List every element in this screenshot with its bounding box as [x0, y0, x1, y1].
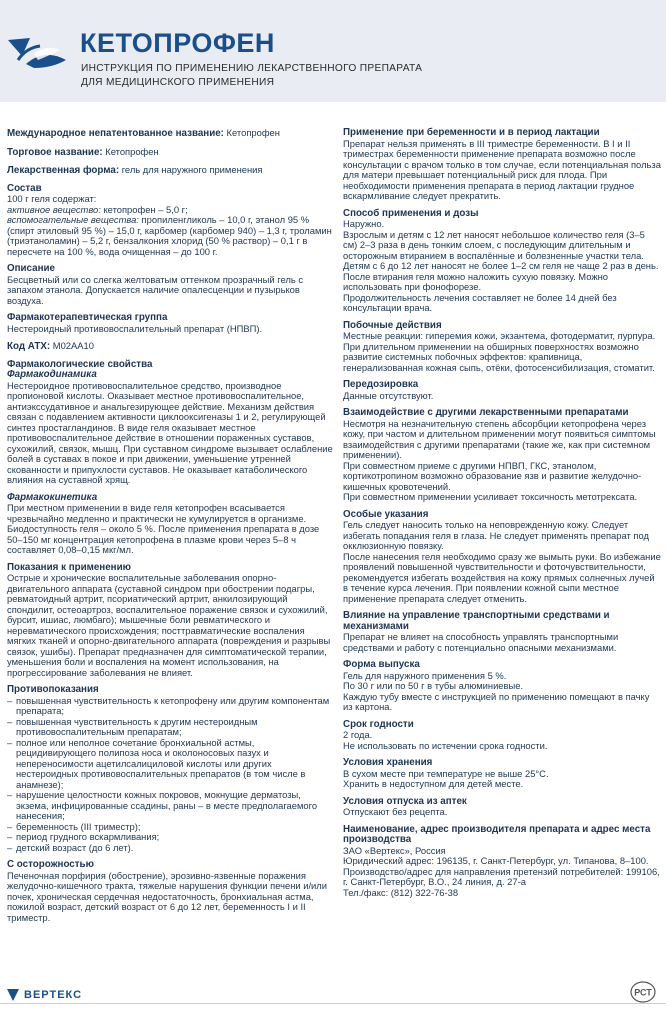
dosage-p3: Детям с 6 до 12 лет наносят не более 1–2 см геля не чаще 2 раз в день. После втирания геля можно наложить сухую повязку. Можно использовать при фонофорезе. — [343, 260, 659, 292]
storage-p2: Хранить в недоступном для детей месте. — [343, 778, 524, 789]
maker-p2: Юридический адрес: 196135, г. Санкт-Петербург, ул. Типанова, 8–100. — [343, 855, 649, 866]
list-item: – период грудного вскармливания; — [16, 832, 333, 843]
maker-p3: Производство/адрес для направления претензий потребителей: 199106, г. Санкт-Петербург, В.О., 24 линия, д. 27-а — [343, 865, 660, 887]
left-column — [7, 128, 333, 930]
inn-label: Международное непатентованное название: — [7, 128, 224, 139]
caution-section — [7, 860, 333, 923]
shelf-title: Срок годности — [343, 718, 414, 730]
pharmdyn-text: Нестероидное противовоспалительное средство, производное пропионовой кислоты. Оказывает местное противовоспалительное, антиэкссудативное и анальгезирующее действие. Механизм действия связан с подавлением активности циклооксигеназы 1 и 2, регулирующей синтез простагландинов. В виде геля оказывает местное противовоспалительное действие в отношении пораженных суставов, сухожилий, связок, мышц. При суставном синдроме вызывает ослабление болей в суставах в покое и при движении, уменьшение утренней скованности и припухлости суставов. Не оказывает катаболического влияния на суставной хрящ. — [7, 379, 333, 485]
dispense-section — [343, 797, 661, 818]
atc-value: M02AA10 — [50, 340, 94, 351]
vertex-small-logo-icon — [6, 988, 20, 1002]
pharmprops-title: Фармакологические свойства — [7, 358, 153, 370]
overdose-title: Передозировка — [343, 379, 419, 390]
pregnancy-text: Препарат нельзя применять в III триместре беременности. В I и II триместрах беременности применение препарата возможно после консультации с врачом только в том случае, если потенциальная польза для матери превышает потенциальный риск для плода. При необходимости применения препарата в период лактации грудное вскармливание следует прекратить. — [343, 137, 661, 201]
pharmkin-title: Фармакокинетика — [7, 491, 98, 503]
dosage-form-section — [7, 165, 333, 177]
dosage-title: Способ применения и дозы — [343, 207, 479, 219]
maker-p4: Тел./факс: (812) 322-76-38 — [343, 886, 459, 898]
shelf-p1: 2 года. — [343, 729, 373, 740]
maker-p1: ЗАО «Вертекс», Россия — [343, 844, 446, 856]
side-title: Побочные действия — [343, 319, 442, 331]
list-item: – нарушение целостности кожных покровов, мокнущие дерматозы, экзема, инфицированные ссадины, раны – в месте предполагаемого нанесения; — [16, 790, 333, 822]
indications-text: Острые и хронические воспалительные заболевания опорно-двигательного аппарата (суставной синдром при обострении подагры, ревматоидный артрит, псориатический артрит, анкилозирующий спондилит, остеоартроз, воспалительное поражение связок и сухожилий, бурсит, ишиас, люмбаго); мышечные боли ревматического и неревматического происхождения; посттравматические воспаления мягких тканей и опорно-двигательного аппарата (повреждения и разрывы связок, ушибы). Препарат предназначен для симптоматической терапии, уменьшения боли и воспаления на момент использования, на прогрессирование заболевания не влияет. — [7, 572, 331, 678]
manufacturer-section — [343, 825, 661, 899]
list-item: – повышенная чувствительность к другим нестероидным противовоспалительным препаратам; — [16, 717, 333, 738]
driving-title: Влияние на управление транспортными средствами и механизмами — [343, 610, 610, 632]
footer-brand — [6, 988, 82, 1002]
pharmgroup-section — [7, 313, 333, 334]
composition-section — [7, 184, 333, 258]
page-title: КЕТОПРОФЕН — [80, 28, 275, 58]
special-section — [343, 510, 661, 605]
description-title: Описание — [7, 263, 55, 274]
indications-title: Показания к применению — [7, 561, 131, 573]
excip-value: пропиленгликоль – 10,0 г, этанол 95 % (спирт этиловый 95 %) – 15,0 г, карбомер (карбомер 940) – 1,3 г, троламин (триэтаноламин) – 5,2 г, бензалкония хлорид (50 % раствор) – 0,1 г в пересчете на 100 %, вода очищенная – до 100 г. — [7, 214, 332, 257]
form-label: Лекарственная форма: — [7, 165, 120, 176]
storage-section — [343, 758, 661, 790]
interaction-p3: При совместном применении усиливает токсичность метотрексата. — [343, 491, 638, 502]
contraindications-section — [7, 685, 333, 853]
caution-text: Печеночная порфирия (обострение), эрозивно-язвенные поражения желудочно-кишечного тракта, тяжелые нарушения функции печени и/или почек, хроническая сердечная недостаточность, бронхиальная астма, пожилой возраст, детский возраст от 6 до 12 лет, беременность I и II триместр. — [7, 869, 327, 923]
side-p1: Местные реакции: гиперемия кожи, экзантема, фотодерматит, пурпура. — [343, 330, 656, 341]
interaction-title: Взаимодействие с другими лекарственными препаратами — [343, 407, 629, 418]
composition-title: Состав — [7, 182, 42, 194]
driving-text: Препарат не влияет на способность управлять транспортными средствами и работу с потенциально опасными механизмами. — [343, 631, 619, 653]
release-p2: По 30 г или по 50 г в тубы алюминиевые. — [343, 680, 524, 691]
contra-list — [7, 696, 333, 854]
storage-title: Условия хранения — [343, 757, 433, 768]
trade-name-section — [7, 147, 333, 159]
composition-excipients — [7, 215, 333, 257]
overdose-text: Данные отсутствуют. — [343, 389, 434, 401]
side-p2: При длительном применении на обширных поверхностях возможно развитие системных побочных эффектов: крапивница, генерализованная кожная сыпь, отёки, фотосенсибилизация, стоматит. — [343, 340, 655, 373]
dosage-p1: Наружно. — [343, 218, 385, 229]
page-subtitle — [81, 62, 422, 90]
special-p1: Гель следует наносить только на неповрежденную кожу. Следует избегать попадания геля в глаза. Не следует применять препарат под окклюзионную повязку. — [343, 519, 649, 551]
interaction-p1: Несмотря на незначительную степень абсорбции кетопрофена через кожу, при частом и длительном применении могут появиться симптомы взаимодействия с другими препаратами (такие же, как при системном применении). — [343, 417, 656, 460]
subtitle-line-2: ДЛЯ МЕДИЦИНСКОГО ПРИМЕНЕНИЯ — [81, 77, 275, 88]
atc-label: Код АТХ: — [7, 341, 51, 352]
list-item: – детский возраст (до 6 лет). — [16, 843, 333, 854]
pregnancy-title: Применение при беременности и в период лактации — [343, 127, 600, 138]
pharmkin-text: При местном применении в виде геля кетопрофен всасывается чрезвычайно медленно и практически не кумулируется в организме. Биодоступность геля – около 5 %. После применения препарата в дозе 50–150 мг концентрация кетопрофена в плазме крови через 5–8 ч составляет 0,08–0,15 мкг/мл. — [7, 502, 320, 555]
release-p1: Гель для наружного применения 5 %. — [343, 669, 507, 681]
dosage-p2: Взрослым и детям с 12 лет наносят небольшое количество геля (3–5 см) 2–3 раза в день тонким слоем, с последующим длительным и осторожным втиранием в воспалённые и болезненные участки тела. — [343, 228, 645, 261]
dispense-title: Условия отпуска из аптек — [343, 795, 467, 807]
trade-value: Кетопрофен — [102, 145, 159, 157]
right-column — [343, 128, 661, 905]
trade-label: Торговое название: — [7, 146, 103, 158]
maker-title: Наименование, адрес производителя препарата и адрес места производства — [343, 823, 651, 845]
special-p2: После нанесения геля необходимо сразу же вымыть руки. Во избежание проявлений повышенной чувствительности и фоточувствительности, рекомендуется избегать воздействия на кожу прямых солнечных лучей в течение курса лечения. При появлении кожной сыпи местное применение препарата следует отменить. — [343, 550, 661, 604]
side-effects-section — [343, 321, 661, 374]
cert-mark-text: РСТ — [634, 987, 652, 998]
release-title: Форма выпуска — [343, 659, 420, 670]
composition-p1: 100 г геля содержат: — [7, 193, 97, 204]
active-value: кетопрофен – 5,0 г; — [100, 203, 188, 215]
pregnancy-section — [343, 128, 661, 202]
contra-title: Противопоказания — [7, 684, 99, 695]
pharmgroup-text: Нестероидный противовоспалительный препарат (НПВП). — [7, 322, 263, 334]
dosage-p4: Продолжительность лечения составляет не более 14 дней без консультации врача. — [343, 291, 617, 313]
pharmgroup-title: Фармакотерапевтическая группа — [7, 312, 168, 323]
list-item: – беременность (III триместр); — [16, 822, 333, 833]
special-title: Особые указания — [343, 508, 429, 520]
footer-divider — [0, 1003, 666, 1004]
release-form-section — [343, 660, 661, 713]
pharmkin-section — [7, 493, 333, 556]
excip-label: вспомогательные вещества: — [7, 214, 139, 225]
interaction-p2: При совместном приеме с другими НПВП, ГКС, этанолом, кортикотропином возможно образование язв и развитие желудочно-кишечных кровотечений. — [343, 459, 642, 492]
dispense-text: Отпускают без рецепта. — [343, 806, 448, 817]
pharmdyn-title: Фармакодинамика — [7, 369, 97, 380]
caution-title: С осторожностью — [7, 859, 94, 870]
shelf-p2: Не использовать по истечении срока годности. — [343, 739, 548, 751]
interaction-section — [343, 408, 661, 503]
subtitle-line-1: ИНСТРУКЦИЯ ПО ПРИМЕНЕНИЮ ЛЕКАРСТВЕННОГО ПРЕПАРАТА — [81, 63, 423, 74]
inn-value: Кетопрофен — [223, 127, 280, 138]
brand-name: ВЕРТЕКС — [24, 989, 83, 1001]
rst-certification-icon — [630, 981, 656, 1003]
form-value: гель для наружного применения — [119, 164, 263, 175]
storage-p1: В сухом месте при температуре не выше 25°С. — [343, 767, 549, 779]
list-item: – полное или неполное сочетание бронхиальной астмы, рецидивирующего полипоза носа и околоносовых пазух и непереносимости ацетилсалициловой кислоты или других нестероидных противовоспалительных препаратов (в том числе в анамнезе); — [16, 738, 333, 791]
vertex-logo-icon — [4, 34, 70, 74]
driving-section — [343, 611, 661, 653]
shelf-life-section — [343, 720, 661, 752]
description-section — [7, 264, 333, 306]
description-text: Бесцветный или со слегка желтоватым оттенком прозрачный гель с запахом этанола. Допускается наличие опалесценции и пузырьков воздуха. — [7, 273, 304, 306]
active-label: активное вещество: — [7, 203, 101, 215]
inn-section — [7, 128, 333, 140]
release-p3: Каждую тубу вместе с инструкцией по применению помещают в пачку из картона. — [343, 690, 650, 712]
pharmprops-section — [7, 360, 333, 486]
list-item: – повышенная чувствительность к кетопрофену или другим компонентам препарата; — [16, 696, 333, 717]
indications-section — [7, 563, 333, 679]
atc-section — [7, 341, 333, 353]
dosage-section — [343, 209, 661, 314]
overdose-section — [343, 380, 661, 401]
